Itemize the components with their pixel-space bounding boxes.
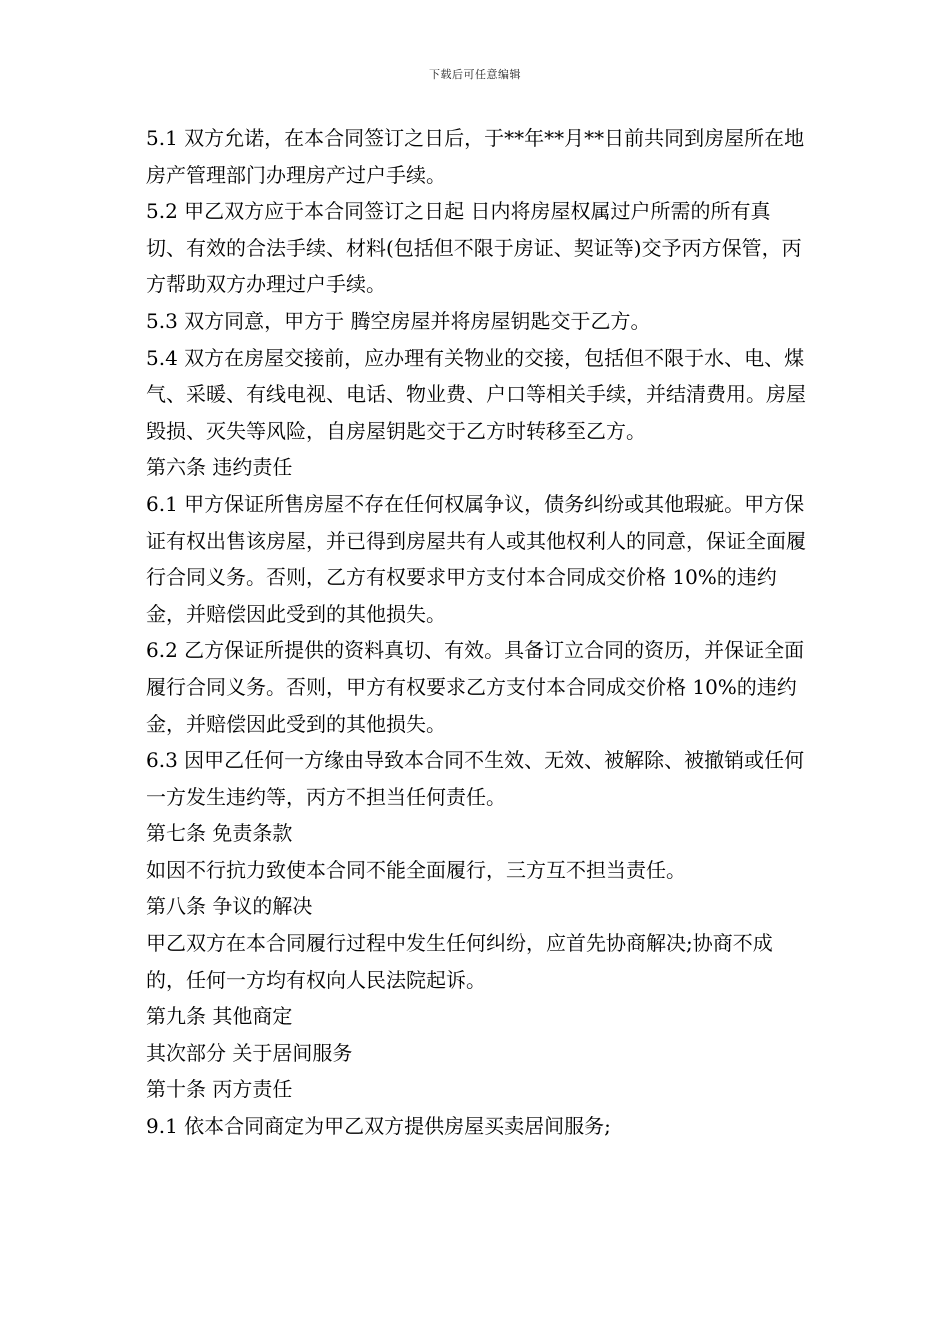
clause-5-1: 5.1 双方允诺，在本合同签订之日后，于**年**月**日前共同到房屋所在地房产管理部门办理房产过户手续。 (146, 126, 805, 187)
clause-5-3: 5.3 双方同意，甲方于 腾空房屋并将房屋钥匙交于乙方。 (146, 308, 651, 333)
clause-6-3: 6.3 因甲乙任何一方缘由导致本合同不生效、无效、被解除、被撤销或任何一方发生违约等，丙方不担当任何责任。 (146, 748, 805, 809)
heading-article-8: 第八条 争议的解决 (146, 894, 313, 919)
document-body (146, 120, 810, 1145)
article-7-text: 如因不行抗力致使本合同不能全面履行，三方互不担当责任。 (146, 857, 686, 882)
heading-part-2: 其次部分 关于居间服务 (146, 1040, 353, 1065)
heading-article-9: 第九条 其他商定 (146, 1004, 293, 1029)
page-header-note: 下载后可任意编辑 (429, 68, 521, 81)
clause-6-2: 6.2 乙方保证所提供的资料真切、有效。具备订立合同的资历，并保证全面履行合同义务。否则，甲方有权要求乙方支付本合同成交价格 10%的违约金，并赔偿因此受到的其他损失。 (146, 638, 805, 736)
clause-9-1: 9.1 依本合同商定为甲乙双方提供房屋买卖居间服务; (146, 1114, 611, 1139)
heading-article-6: 第六条 违约责任 (146, 455, 293, 480)
heading-article-7: 第七条 免责条款 (146, 821, 293, 846)
heading-article-10: 第十条 丙方责任 (146, 1077, 293, 1102)
clause-6-1: 6.1 甲方保证所售房屋不存在任何权属争议，债务纠纷或其他瑕疵。甲方保证有权出售该房屋，并已得到房屋共有人或其他权利人的同意，保证全面履行合同义务。否则，乙方有权要求甲方支付本合同成交价格 10%的违约金，并赔偿因此受到的其他损失。 (146, 491, 806, 626)
clause-5-2: 5.2 甲乙双方应于本合同签订之日起 日内将房屋权属过户所需的所有真切、有效的合法手续、材料(包括但不限于房证、契证等)交予丙方保管，丙方帮助双方办理过户手续。 (146, 199, 802, 297)
article-8-text: 甲乙双方在本合同履行过程中发生任何纠纷，应首先协商解决;协商不成的，任何一方均有权向人民法院起诉。 (146, 931, 773, 992)
clause-5-4: 5.4 双方在房屋交接前，应办理有关物业的交接，包括但不限于水、电、煤气、采暖、有线电视、电话、物业费、户口等相关手续，并结清费用。房屋毁损、灭失等风险，自房屋钥匙交于乙方时转移至乙方。 (146, 345, 806, 443)
